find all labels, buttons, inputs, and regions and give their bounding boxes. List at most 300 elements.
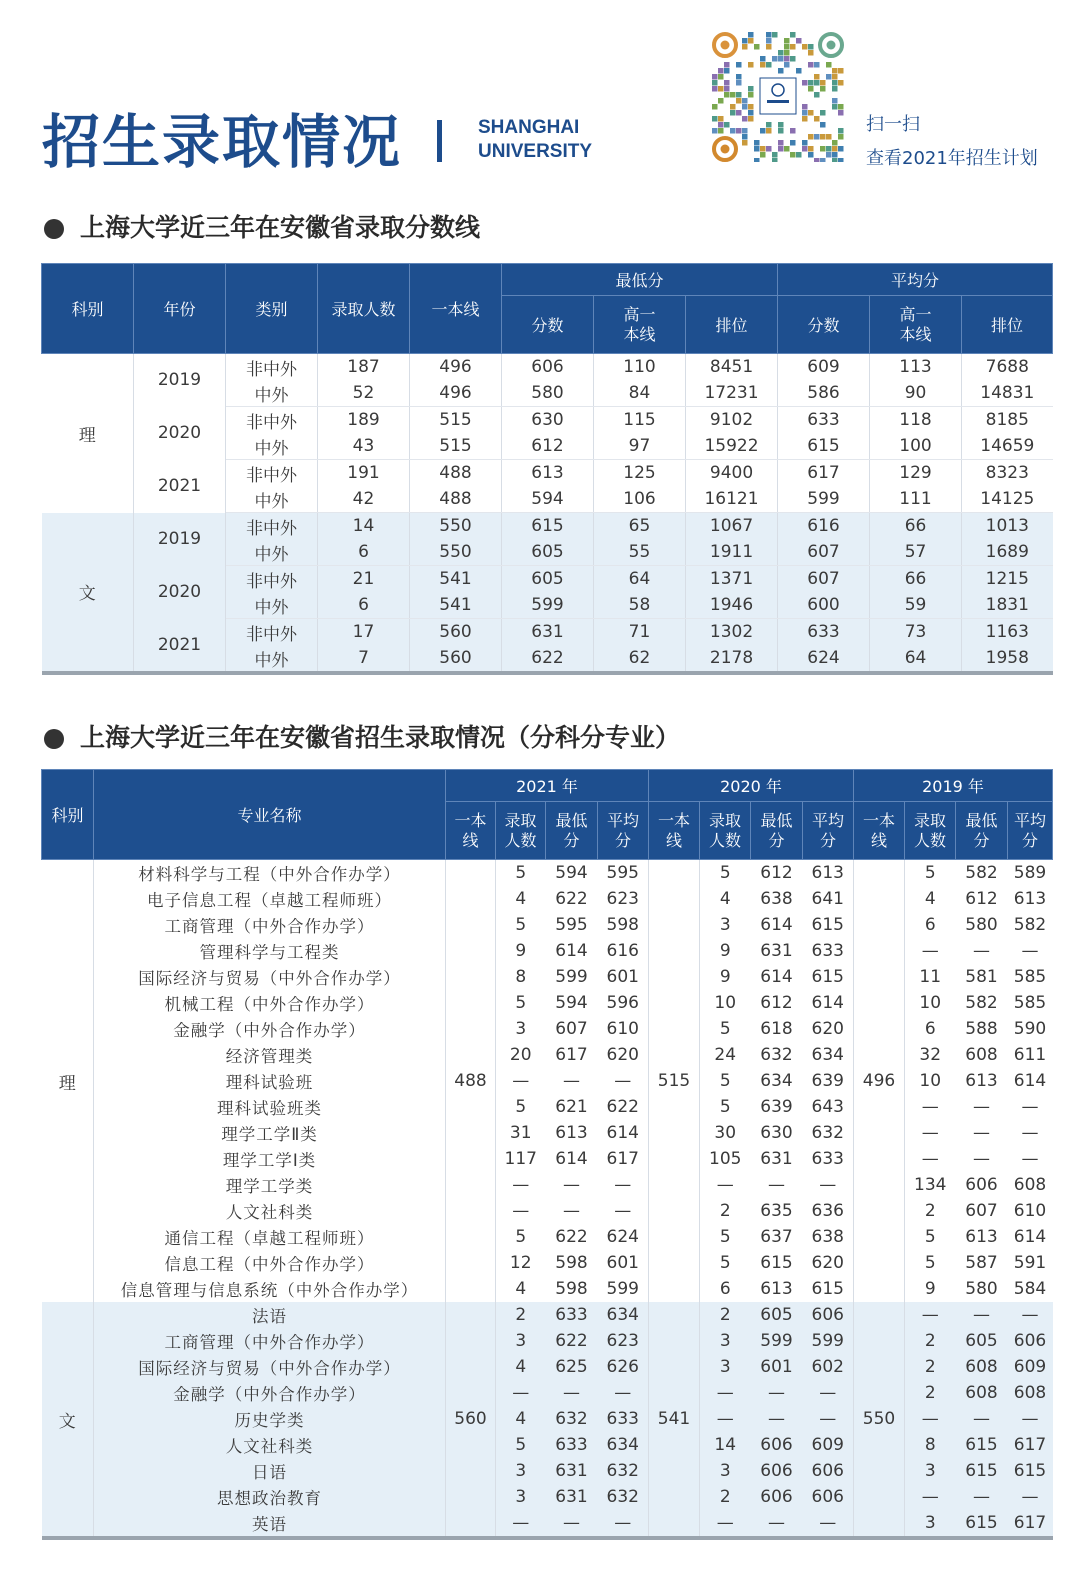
col-min: 最低分 [956, 802, 1008, 860]
section-1-heading [44, 208, 480, 244]
major-name: 国际经济与贸易（中外合作办学） [94, 1354, 446, 1380]
table-cell: 6 [905, 912, 956, 938]
table-cell: 616 [778, 513, 870, 540]
table-cell: 2 [905, 1328, 956, 1354]
table-cell: 609 [778, 354, 870, 381]
table-cell: 613 [1008, 886, 1053, 912]
table-cell: 189 [318, 407, 410, 434]
table-cell: 585 [1008, 990, 1053, 1016]
major-name: 法语 [94, 1302, 446, 1328]
table-cell: 614 [803, 990, 854, 1016]
table-cell: 617 [1008, 1510, 1053, 1538]
table-cell: 606 [751, 1458, 803, 1484]
col-avg-score: 分数 [778, 296, 870, 354]
table-cell: 6 [700, 1276, 751, 1302]
table-cell: 617 [778, 460, 870, 487]
col-avg-above: 高一本线 [870, 296, 962, 354]
table-cell: 594 [546, 860, 598, 887]
table-cell: 1371 [686, 566, 778, 593]
major-name: 理学工学Ⅱ类 [94, 1120, 446, 1146]
table-cell: 613 [956, 1224, 1008, 1250]
section-2-title: 上海大学近三年在安徽省招生录取情况（分科分专业） [80, 723, 681, 752]
table-cell: — [1008, 1406, 1053, 1432]
table-cell: 615 [502, 513, 594, 540]
table-cell: 621 [546, 1094, 598, 1120]
table-cell: 5 [496, 1094, 546, 1120]
col-min: 最低分 [546, 802, 598, 860]
table-cell: — [496, 1510, 546, 1538]
table-cell: 612 [751, 990, 803, 1016]
table-cell: 594 [502, 486, 594, 513]
table-cell: — [803, 1406, 854, 1432]
year-cell: 2021 [134, 460, 226, 513]
major-name: 理学工学Ⅰ类 [94, 1146, 446, 1172]
table-cell: 6 [905, 1016, 956, 1042]
table-cell: 620 [803, 1016, 854, 1042]
table-cell: 615 [956, 1432, 1008, 1458]
table-cell: — [1008, 1094, 1053, 1120]
table-cell: 606 [502, 354, 594, 381]
major-name: 电子信息工程（卓越工程师班） [94, 886, 446, 912]
table-cell: 5 [496, 990, 546, 1016]
major-name: 信息管理与信息系统（中外合作办学） [94, 1276, 446, 1302]
table-cell: 630 [751, 1120, 803, 1146]
table-cell: 622 [546, 1224, 598, 1250]
table-cell: 591 [1008, 1250, 1053, 1276]
table-cell: 5 [700, 1094, 751, 1120]
table-cell: 624 [598, 1224, 649, 1250]
table-cell: 7688 [962, 354, 1053, 381]
col-min-rank: 排位 [686, 296, 778, 354]
table-cell: — [905, 1094, 956, 1120]
table-cell: 632 [598, 1458, 649, 1484]
table-cell: 606 [751, 1432, 803, 1458]
col-admitted: 录取人数 [700, 802, 751, 860]
table-cell: 11 [905, 964, 956, 990]
table-cell: 117 [496, 1146, 546, 1172]
table-cell: — [956, 1302, 1008, 1328]
table-row [42, 354, 1053, 381]
table-cell: — [598, 1510, 649, 1538]
table-cell: — [905, 1406, 956, 1432]
table-cell: 105 [700, 1146, 751, 1172]
section-1-title: 上海大学近三年在安徽省录取分数线 [80, 213, 481, 242]
table-cell: 631 [502, 619, 594, 646]
col-year-2020: 2020 年 [649, 770, 854, 802]
table-cell: 24 [700, 1042, 751, 1068]
table-cell: 3 [905, 1510, 956, 1538]
table-cell: 598 [546, 1276, 598, 1302]
table-cell: 14831 [962, 380, 1053, 407]
table-cell: 613 [803, 860, 854, 887]
table-cell: 2 [905, 1380, 956, 1406]
table-cell: 55 [594, 539, 686, 566]
table-cell: 589 [1008, 860, 1053, 887]
table-cell: 3 [496, 1328, 546, 1354]
table-cell: 608 [1008, 1172, 1053, 1198]
table-cell: 608 [956, 1380, 1008, 1406]
table-cell: 515 [410, 407, 502, 434]
table-cell: 3 [700, 1354, 751, 1380]
table-cell: — [956, 938, 1008, 964]
col-subject: 科别 [42, 770, 94, 860]
table-cell: 634 [598, 1432, 649, 1458]
table-cell: 600 [778, 592, 870, 619]
table-cell: 584 [1008, 1276, 1053, 1302]
table-cell: 623 [598, 1328, 649, 1354]
university-wordmark [478, 116, 592, 164]
bullet-icon [44, 219, 64, 239]
table-cell: 5 [905, 860, 956, 887]
table-cell: 4 [496, 1406, 546, 1432]
table-cell: 608 [1008, 1380, 1053, 1406]
table-cell: 623 [598, 886, 649, 912]
table-cell: 620 [803, 1250, 854, 1276]
table-cell: 5 [700, 1016, 751, 1042]
table-cell: 71 [594, 619, 686, 646]
qr-caption-line-1: 扫一扫 [866, 114, 920, 135]
table-cell: 非中外 [226, 460, 318, 487]
major-admission-table [41, 769, 1053, 1540]
table-cell: 580 [956, 912, 1008, 938]
table-cell: 8 [905, 1432, 956, 1458]
table-cell: 634 [803, 1042, 854, 1068]
table-cell: — [598, 1068, 649, 1094]
table-cell: 617 [546, 1042, 598, 1068]
table-cell: 9 [496, 938, 546, 964]
subject-cell: 文 [42, 513, 134, 674]
table-cell: 58 [594, 592, 686, 619]
table-cell: 638 [751, 886, 803, 912]
subject-cell: 文 [42, 1302, 94, 1538]
table-cell: — [1008, 938, 1053, 964]
table-cell: 633 [778, 619, 870, 646]
table-cell: 613 [502, 460, 594, 487]
year-cell: 2019 [134, 354, 226, 407]
table-cell: 8451 [686, 354, 778, 381]
tier1-cell: 496 [854, 860, 905, 1303]
table-cell: 1911 [686, 539, 778, 566]
table-cell: 31 [496, 1120, 546, 1146]
table-cell: — [546, 1198, 598, 1224]
table-cell: 97 [594, 433, 686, 460]
major-name: 思想政治教育 [94, 1484, 446, 1510]
table-cell: — [496, 1198, 546, 1224]
table-cell: 599 [803, 1328, 854, 1354]
table-cell: 5 [700, 860, 751, 887]
col-category: 类别 [226, 264, 318, 354]
table-cell: 115 [594, 407, 686, 434]
bullet-icon [44, 729, 64, 749]
table-cell: 582 [1008, 912, 1053, 938]
table-cell: 631 [751, 938, 803, 964]
table-cell: 1302 [686, 619, 778, 646]
table-cell: 614 [546, 1146, 598, 1172]
table-cell: — [956, 1120, 1008, 1146]
table-cell: 616 [598, 938, 649, 964]
col-year: 年份 [134, 264, 226, 354]
major-name: 通信工程（卓越工程师班） [94, 1224, 446, 1250]
table-cell: 14 [318, 513, 410, 540]
major-name: 管理科学与工程类 [94, 938, 446, 964]
table-cell: 595 [598, 860, 649, 887]
table-cell: 615 [803, 964, 854, 990]
table-cell: 602 [803, 1354, 854, 1380]
major-name: 历史学类 [94, 1406, 446, 1432]
table-cell: 601 [751, 1354, 803, 1380]
table-cell: 632 [598, 1484, 649, 1510]
major-name: 机械工程（中外合作办学） [94, 990, 446, 1016]
table-cell: 1013 [962, 513, 1053, 540]
table-cell: 134 [905, 1172, 956, 1198]
subject-cell: 理 [42, 860, 94, 1303]
col-tier1: 一本线 [649, 802, 700, 860]
table-cell: — [956, 1484, 1008, 1510]
table-cell: — [905, 1146, 956, 1172]
table-cell: 6 [318, 592, 410, 619]
table-cell: 1067 [686, 513, 778, 540]
table-cell: 62 [594, 645, 686, 673]
table-cell: 66 [870, 513, 962, 540]
major-name: 国际经济与贸易（中外合作办学） [94, 964, 446, 990]
major-name: 英语 [94, 1510, 446, 1538]
table-cell: 非中外 [226, 566, 318, 593]
table-cell: 615 [803, 1276, 854, 1302]
table-cell: 125 [594, 460, 686, 487]
major-name: 人文社科类 [94, 1432, 446, 1458]
table-cell: 613 [751, 1276, 803, 1302]
table-cell: 581 [956, 964, 1008, 990]
table-cell: 1215 [962, 566, 1053, 593]
table-cell: 614 [751, 964, 803, 990]
table-cell: 550 [410, 539, 502, 566]
table-cell: 3 [700, 912, 751, 938]
major-name: 工商管理（中外合作办学） [94, 1328, 446, 1354]
table-cell: 10 [905, 1068, 956, 1094]
table-cell: 585 [1008, 964, 1053, 990]
table-cell: 580 [956, 1276, 1008, 1302]
wordmark-line-2: UNIVERSITY [478, 141, 593, 162]
table-cell: 4 [905, 886, 956, 912]
col-admitted: 录取人数 [905, 802, 956, 860]
table-cell: 607 [778, 539, 870, 566]
table-cell: 620 [598, 1042, 649, 1068]
table-cell: — [598, 1172, 649, 1198]
table-cell: 607 [956, 1198, 1008, 1224]
table-cell: — [905, 938, 956, 964]
major-name: 日语 [94, 1458, 446, 1484]
table-cell: — [956, 1406, 1008, 1432]
table-cell: 5 [905, 1224, 956, 1250]
table-cell: 606 [1008, 1328, 1053, 1354]
table-cell: — [496, 1172, 546, 1198]
table-cell: 625 [546, 1354, 598, 1380]
table-cell: 582 [956, 990, 1008, 1016]
table-cell: 15922 [686, 433, 778, 460]
table-cell: 598 [546, 1250, 598, 1276]
table-cell: 6 [318, 539, 410, 566]
table-cell: 496 [410, 354, 502, 381]
table-cell: 622 [598, 1094, 649, 1120]
table-cell: — [751, 1510, 803, 1538]
table-cell: — [905, 1302, 956, 1328]
year-cell: 2020 [134, 566, 226, 619]
table-cell: 560 [410, 645, 502, 673]
table-cell: 9102 [686, 407, 778, 434]
qr-caption [866, 108, 1038, 176]
table-cell: 635 [751, 1198, 803, 1224]
table-cell: — [700, 1380, 751, 1406]
table-cell: 637 [751, 1224, 803, 1250]
table-cell: 580 [502, 380, 594, 407]
col-min-above: 高一本线 [594, 296, 686, 354]
table-cell: 3 [496, 1016, 546, 1042]
table-cell: 4 [496, 1276, 546, 1302]
table-cell: 615 [956, 1458, 1008, 1484]
table-row [42, 513, 1053, 540]
table-cell: — [546, 1068, 598, 1094]
table-cell: 599 [778, 486, 870, 513]
table-cell: 5 [700, 1224, 751, 1250]
table-cell: 110 [594, 354, 686, 381]
table-cell: 607 [778, 566, 870, 593]
table-cell: 622 [546, 886, 598, 912]
table-cell: 113 [870, 354, 962, 381]
table-cell: 617 [1008, 1432, 1053, 1458]
qr-caption-line-2: 查看2021年招生计划 [866, 148, 1038, 169]
table-cell: 599 [598, 1276, 649, 1302]
table-cell: 106 [594, 486, 686, 513]
table-cell: 608 [956, 1042, 1008, 1068]
table-cell: — [905, 1120, 956, 1146]
table-cell: 610 [1008, 1198, 1053, 1224]
table-cell: 66 [870, 566, 962, 593]
qr-code-icon[interactable] [712, 32, 844, 162]
table-cell: 2 [700, 1198, 751, 1224]
table-cell: — [546, 1510, 598, 1538]
col-admitted: 录取人数 [496, 802, 546, 860]
col-avg-rank: 排位 [962, 296, 1053, 354]
table-cell: 496 [410, 380, 502, 407]
table-cell: 605 [502, 539, 594, 566]
section-2-heading [44, 718, 680, 754]
year-cell: 2020 [134, 407, 226, 460]
table-cell: 111 [870, 486, 962, 513]
table-cell: 634 [598, 1302, 649, 1328]
table-row [42, 566, 1053, 593]
table-cell: 2 [700, 1302, 751, 1328]
table-cell: — [1008, 1484, 1053, 1510]
table-cell: 639 [803, 1068, 854, 1094]
tier1-cell: 550 [854, 1302, 905, 1538]
table-cell: — [1008, 1120, 1053, 1146]
table-cell: 4 [496, 1354, 546, 1380]
table-cell: — [803, 1510, 854, 1538]
table-cell: 64 [870, 645, 962, 673]
table-cell: 100 [870, 433, 962, 460]
table-cell: 633 [778, 407, 870, 434]
year-cell: 2019 [134, 513, 226, 566]
col-min-score: 分数 [502, 296, 594, 354]
table-cell: 607 [546, 1016, 598, 1042]
table-cell: 550 [410, 513, 502, 540]
table-cell: 626 [598, 1354, 649, 1380]
tier1-cell: 560 [446, 1302, 496, 1538]
table-cell: 3 [700, 1328, 751, 1354]
table-cell: 非中外 [226, 619, 318, 646]
table-cell: 17231 [686, 380, 778, 407]
table-cell: 7 [318, 645, 410, 673]
table-cell: 10 [905, 990, 956, 1016]
table-cell: 615 [803, 912, 854, 938]
table-cell: 中外 [226, 592, 318, 619]
col-year-2021: 2021 年 [446, 770, 649, 802]
table-cell: 14659 [962, 433, 1053, 460]
table-row [42, 460, 1053, 487]
table-cell: 10 [700, 990, 751, 1016]
table-cell: 9 [700, 964, 751, 990]
table-cell: 598 [598, 912, 649, 938]
table-row [42, 407, 1053, 434]
table-cell: 中外 [226, 433, 318, 460]
table-cell: 84 [594, 380, 686, 407]
table-cell: — [956, 1146, 1008, 1172]
col-group-avg: 平均分 [778, 264, 1053, 296]
table-cell: 606 [956, 1172, 1008, 1198]
table-cell: 606 [803, 1302, 854, 1328]
table-cell: 3 [496, 1458, 546, 1484]
col-tier1: 一本线 [854, 802, 905, 860]
table-cell: 594 [546, 990, 598, 1016]
table-cell: 614 [598, 1120, 649, 1146]
table-cell: 560 [410, 619, 502, 646]
table-cell: — [803, 1380, 854, 1406]
table-cell: 90 [870, 380, 962, 407]
table-cell: 615 [751, 1250, 803, 1276]
table-cell: 21 [318, 566, 410, 593]
tier1-cell: 541 [649, 1302, 700, 1538]
table-cell: 9 [700, 938, 751, 964]
table-cell: 5 [496, 860, 546, 887]
table-cell: 3 [700, 1458, 751, 1484]
table-cell: 1163 [962, 619, 1053, 646]
wordmark-line-1: SHANGHAI [478, 117, 580, 138]
major-name: 人文社科类 [94, 1198, 446, 1224]
table-cell: 588 [956, 1016, 1008, 1042]
table-cell: — [598, 1380, 649, 1406]
table-cell: 596 [598, 990, 649, 1016]
table-cell: 614 [1008, 1068, 1053, 1094]
table-cell: 5 [496, 912, 546, 938]
table-cell: — [700, 1172, 751, 1198]
table-cell: 中外 [226, 539, 318, 566]
title-divider [437, 120, 442, 162]
table-cell: 2178 [686, 645, 778, 673]
table-cell: 非中外 [226, 407, 318, 434]
col-tier1: 一本线 [446, 802, 496, 860]
major-name: 理科试验班 [94, 1068, 446, 1094]
table-cell: 582 [956, 860, 1008, 887]
table-cell: 633 [546, 1432, 598, 1458]
table-cell: 608 [956, 1354, 1008, 1380]
table-cell: 5 [700, 1068, 751, 1094]
table-cell: 9 [905, 1276, 956, 1302]
table-cell: 488 [410, 486, 502, 513]
table-cell: 622 [546, 1328, 598, 1354]
tier1-cell: 515 [649, 860, 700, 1303]
table-cell: 615 [956, 1510, 1008, 1538]
table-cell: 42 [318, 486, 410, 513]
